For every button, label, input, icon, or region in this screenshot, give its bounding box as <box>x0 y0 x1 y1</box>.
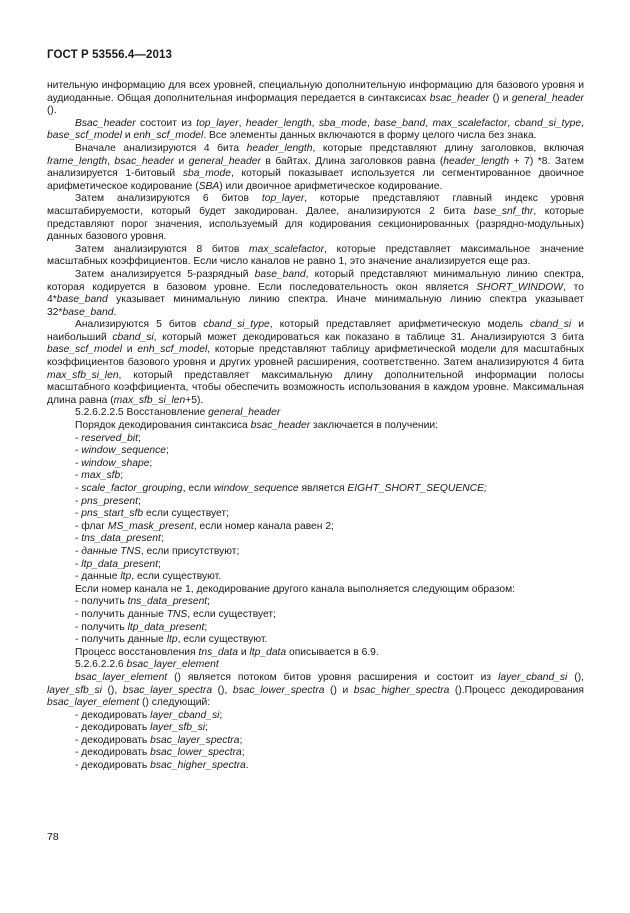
document-body <box>47 80 584 773</box>
paragraph: Затем анализируются 6 битов top_layer, которые представляют главный индекс уровня масштабируемости, который будет закодирован. Далее, анализируются 2 бита base_snf_thr, которые представляют порог значения, используемый для кодирования секционированных (разрядно-модульных) данных базового уровня. <box>47 193 584 243</box>
page-number: 78 <box>47 831 59 843</box>
list-item: - ltp_data_present; <box>75 558 161 570</box>
list-item: - флаг MS_mask_present, если номер канала равен 2; <box>75 520 334 532</box>
standard-header: ГОСТ Р 53556.4—2013 <box>47 49 172 61</box>
section-heading: 5.2.6.2.2.6 bsac_layer_element <box>75 659 219 671</box>
list-item: - декодировать layer_sfb_si; <box>75 722 208 734</box>
decode-list <box>47 710 584 773</box>
list-item: - max_sfb; <box>75 470 124 482</box>
paragraph: Вначале анализируются 4 бита header_length, которые представляют длину заголовков, включая frame_length, bsac_header и general_header в байтах. Длина заголовков равна (header_length + 7) *8. Затем анализируется 1-битовый sba_mode, который показывает используется ли сегментированное двоичное арифметическое кодирование (SBA) или двоичное арифметическое кодирование. <box>47 142 585 192</box>
list-item: - получить ltp_data_present; <box>75 621 208 633</box>
list-item: - данные TNS, если присутствуют; <box>75 545 240 557</box>
list-item: - получить данные ltp, если существуют. <box>75 634 268 646</box>
list-item: - reserved_bit; <box>75 432 141 444</box>
list-item: - декодировать bsac_layer_spectra; <box>75 734 243 746</box>
list-item: - данные ltp, если существуют. <box>75 571 222 583</box>
list-item: - pns_start_sfb если существует; <box>75 508 229 520</box>
list-item: - получить данные TNS, если существует; <box>75 608 276 620</box>
paragraph: Затем анализируются 8 битов max_scalefactor, которые представляет максимальное значение масштабных коэффициентов. Если число каналов не равно 1, это значение анализируется еще раз. <box>47 243 584 268</box>
paragraph: нительную информацию для всех уровней, специальную дополнительную информацию для базового уровня и аудиоданные. Общая дополнительная информация передается в синтаксисах bsac_header () и general_header (). <box>47 80 584 117</box>
list-item: - window_shape; <box>75 457 153 469</box>
list-item: - scale_factor_grouping, если window_sequence является EIGHT_SHORT_SEQUENCE; <box>75 483 487 494</box>
paragraph: Если номер канала не 1, декодирование другого канала выполняется следующим образом: <box>75 583 516 595</box>
list-item: - получить tns_data_present; <box>75 596 211 608</box>
paragraph: Анализируются 5 битов cband_si_type, который представляет арифметическую модель cband_si и наибольший cband_si, который может декодироваться как показано в таблице 31. Анализируются 3 бита base_scf_model и enh_scf_model, которые представляют таблицу арифметической модели для масштабных коэффициентов базового уровня и других уровней расширения, соответственно. Затем анализируются 4 бита max_sfb_si_len, который представляет максимальную длину дополнительной информации полосы масштабного коэффициента, чтобы обеспечить возможность использования в каждом уровне. Максимальная длина равна (max_sfb_si_len+5). <box>47 319 584 406</box>
section-heading: 5.2.6.2.2.5 Восстановление general_header <box>75 407 281 419</box>
paragraph: Затем анализируется 5-разрядный base_band, который представляют минимальную линию спектра, которая кодируется в базовом уровне. Если последовательность окон является SHORT_WINDOW, то 4*base_band указывает минимальную линию спектра. Иначе минимальную линию спектра указывает 32*base_band. <box>47 268 584 318</box>
paragraph: Процесс восстановления tns_data и ltp_data описывается в 6.9. <box>75 646 379 658</box>
decode-list <box>47 433 584 584</box>
decode-list <box>47 596 584 646</box>
list-item: - pns_present; <box>75 495 141 507</box>
paragraph: Bsac_header состоит из top_layer, header_length, sba_mode, base_band, max_scalefactor, cband_si_type, base_scf_model и enh_scf_model. Все элементы данных включаются в форму целого числа без знака. <box>47 117 584 142</box>
list-item: - window_sequence; <box>75 445 169 457</box>
list-item: - декодировать bsac_higher_spectra. <box>75 760 249 772</box>
paragraph: bsac_layer_element () является потоком битов уровня расширения и состоит из layer_cband_si (), layer_sfb_si (), bsac_layer_spectra (), bsac_lower_spectra () и bsac_higher_spectra ().Процесс декодирования bsac_layer_element () следующий: <box>47 671 584 709</box>
list-item: - декодировать bsac_lower_spectra; <box>75 747 245 759</box>
list-item: - tns_data_present; <box>75 533 164 545</box>
list-item: - декодировать layer_cband_si; <box>75 709 223 721</box>
paragraph: Порядок декодирования синтаксиса bsac_header заключается в получении: <box>75 420 438 432</box>
